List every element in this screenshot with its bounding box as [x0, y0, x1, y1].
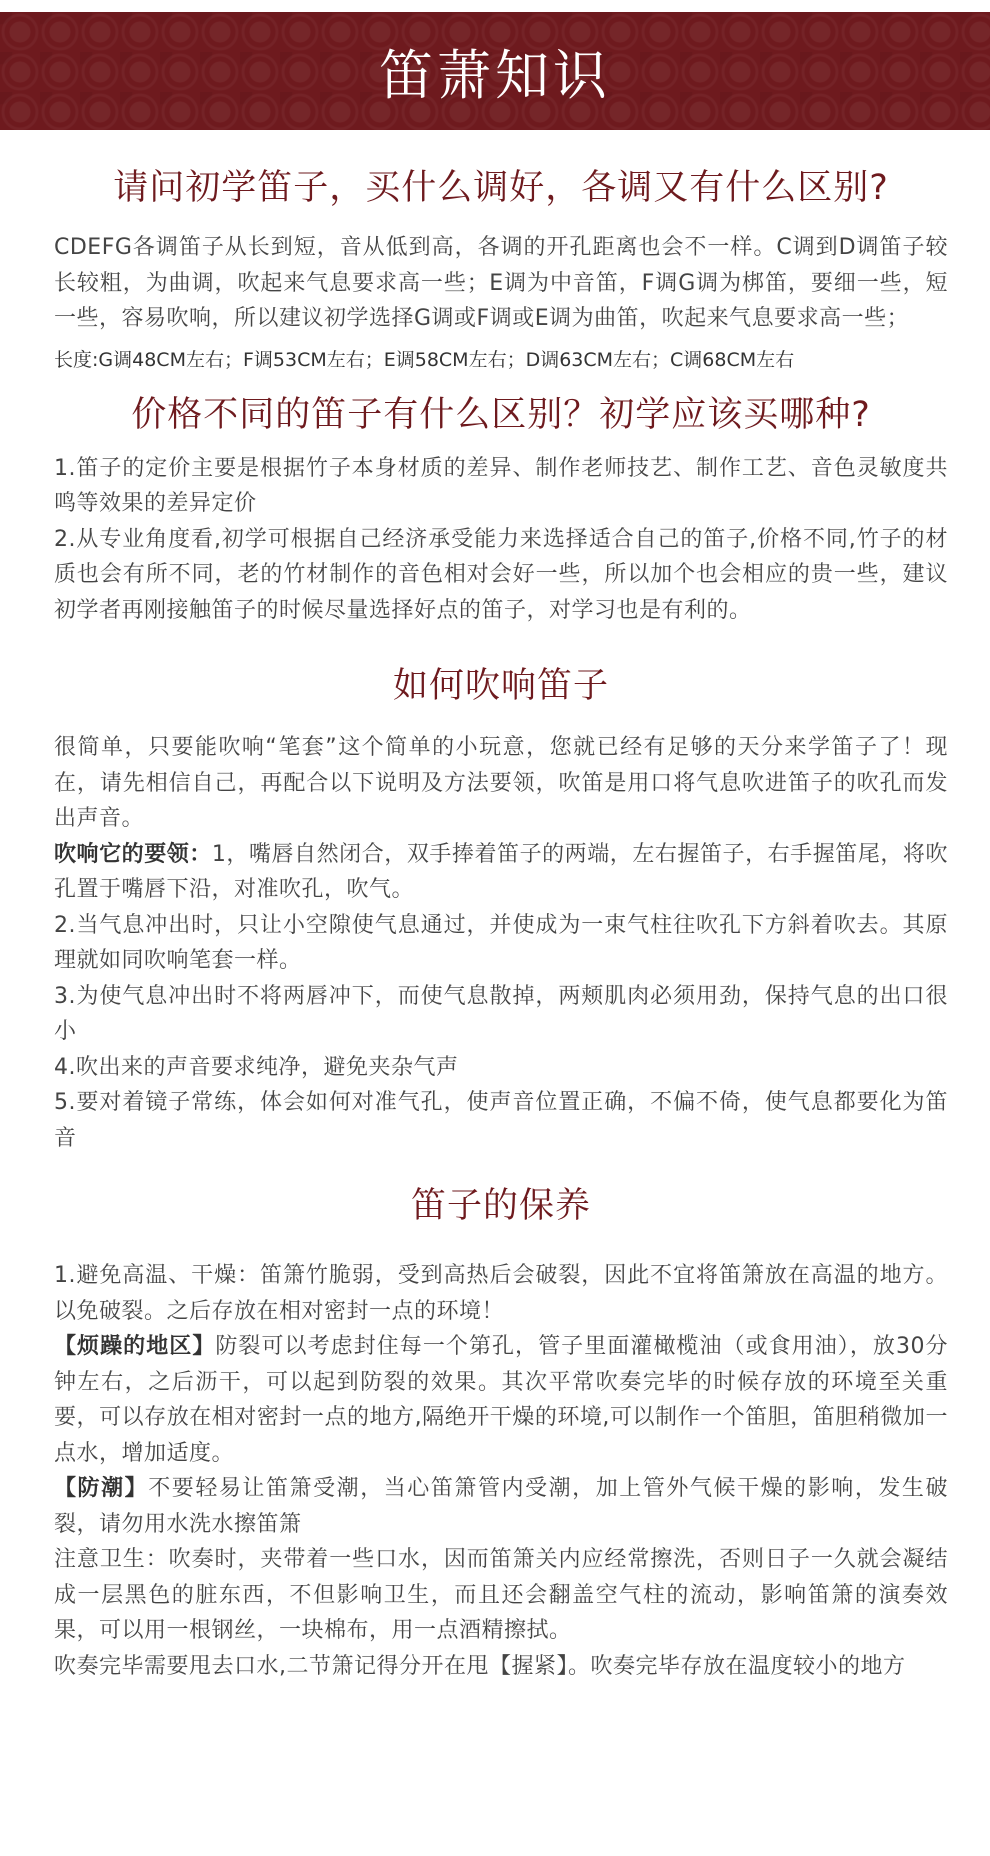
care-dry-label: 【烦躁的地区】	[54, 1334, 216, 1359]
section-title-how-to-blow: 如何吹响笛子	[392, 666, 609, 706]
paragraph-care-1: 1.避免高温、干燥：笛箫竹脆弱，受到高热后会破裂，因此不宜将笛箫放在高温的地方。以免破裂。之后存放在相对密封一点的环境！	[54, 1263, 948, 1324]
paragraph-price-1: 1.笛子的定价主要是根据竹子本身材质的差异、制作老师技艺、制作工艺、音色灵敏度共鸣等效果的差异定价	[54, 455, 948, 516]
header-banner	[0, 12, 990, 130]
page-title: 笛萧知识	[379, 43, 611, 107]
section-title-choose-key: 请问初学笛子，买什么调好，各调又有什么区别?	[113, 168, 889, 208]
paragraph-blow-3: 3.为使气息冲出时不将两唇冲下，而使气息散掉，两颊肌肉必须用劲，保持气息的出口很小	[54, 983, 948, 1044]
paragraph-blow-1	[54, 837, 948, 908]
care-dry-text: 防裂可以考虑封住每一个第孔，管子里面灌橄榄油（或食用油），放30分钟左右，之后沥干，可以起到防裂的效果。其次平常吹奏完毕的时候存放的环境至关重要，可以存放在相对密封一点的地方,隔绝开干燥的环境,可以制作一个笛胆，笛胆稍微加一点水，增加适度。	[54, 1334, 948, 1466]
paragraph-care-4: 注意卫生：吹奏时，夹带着一些口水，因而笛箫关内应经常擦洗，否则日子一久就会凝结成一层黑色的脏东西，不但影响卫生，而且还会翻盖空气柱的流动，影响笛箫的演奏效果，可以用一根钢丝，一块棉布，用一点酒精擦拭。	[54, 1547, 948, 1643]
paragraph-care-2	[54, 1329, 948, 1471]
blow-lead-label: 吹响它的要领：	[54, 841, 212, 867]
article-body	[54, 160, 948, 1684]
care-moisture-label: 【防潮】	[54, 1476, 149, 1501]
paragraph-lengths: 长度:G调48CM左右；F调53CM左右；E调58CM左右；D调63CM左右；C调68CM左右	[54, 348, 795, 371]
section-title-price: 价格不同的笛子有什么区别？初学应该买哪种?	[131, 394, 871, 435]
paragraph-care-5: 吹奏完毕需要甩去口水,二节箫记得分开在甩【握紧】。吹奏完毕存放在温度较小的地方	[54, 1653, 906, 1679]
paragraph-blow-5: 5.要对着镜子常练，体会如何对准气孔，使声音位置正确，不偏不倚，使气息都要化为笛音	[54, 1090, 948, 1151]
paragraph-blow-intro: 很简单，只要能吹响“笔套”这个简单的小玩意，您就已经有足够的天分来学笛子了！现在，请先相信自己，再配合以下说明及方法要领，吹笛是用口将气息吹进笛子的吹孔而发出声音。	[54, 735, 948, 831]
paragraph-blow-2: 2.当气息冲出时，只让小空隙使气息通过，并使成为一束气柱往吹孔下方斜着吹去。其原理就如同吹响笔套一样。	[54, 912, 948, 973]
section-title-maintenance: 笛子的保养	[410, 1186, 591, 1226]
paragraph-care-3	[54, 1471, 948, 1542]
blow-lead-text: 1，嘴唇自然闭合，双手捧着笛子的两端，左右握笛子，右手握笛尾，将吹孔置于嘴唇下沿，对准吹孔，吹气。	[54, 841, 948, 902]
paragraph-blow-4: 4.吹出来的声音要求纯净，避免夹杂气声	[54, 1054, 459, 1080]
paragraph-price-2: 2.从专业角度看,初学可根据自己经济承受能力来选择适合自己的笛子,价格不同,竹子的材质也会有所不同，老的竹材制作的音色相对会好一些，所以加个也会相应的贵一些，建议初学者再刚接触笛子的时候尽量选择好点的笛子，对学习也是有利的。	[54, 526, 948, 623]
care-moisture-text: 不要轻易让笛箫受潮，当心笛箫管内受潮，加上管外气候干燥的影响，发生破裂，请勿用水洗水擦笛箫	[54, 1476, 948, 1537]
paragraph-keys-difference: CDEFG各调笛子从长到短，音从低到高，各调的开孔距离也会不一样。C调到D调笛子较长较粗，为曲调，吹起来气息要求高一些；E调为中音笛，F调G调为梆笛，要细一些，短一些，容易吹响，所以建议初学选择G调或F调或E调为曲笛，吹起来气息要求高一些；	[54, 235, 948, 331]
